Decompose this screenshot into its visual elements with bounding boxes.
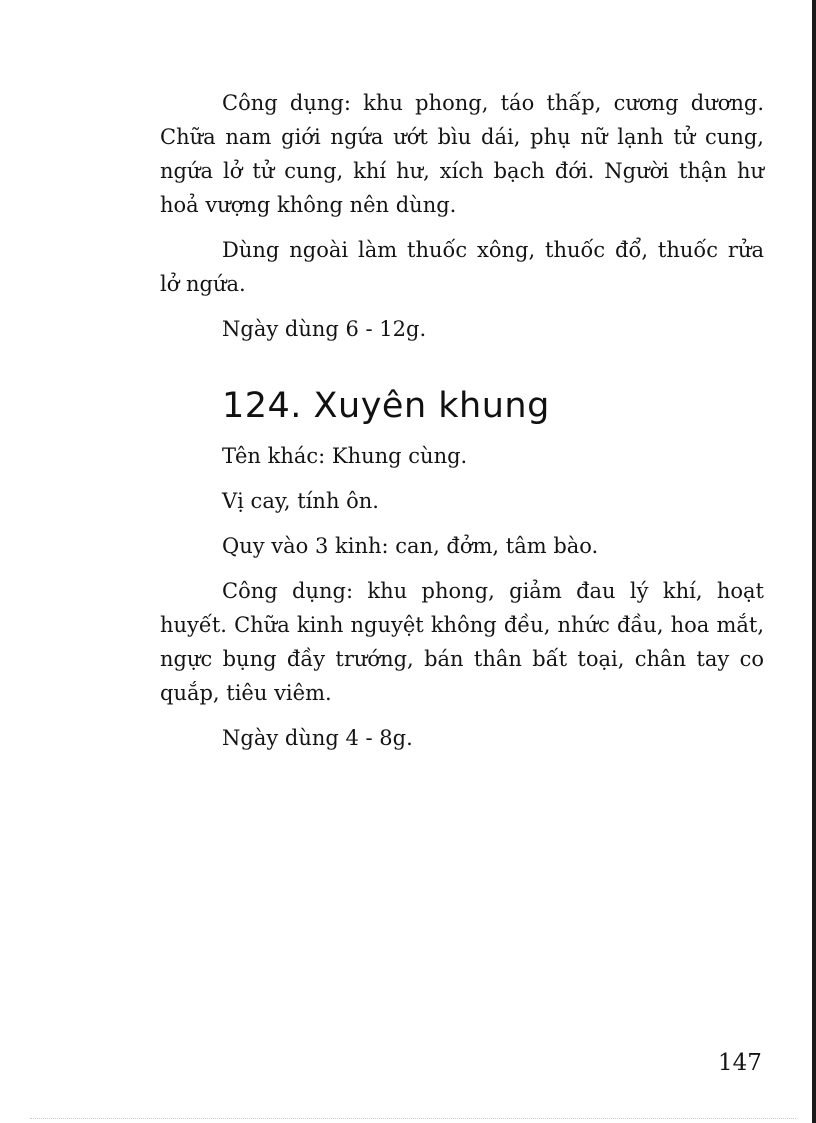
paragraph-meridians: Quy vào 3 kinh: can, đởm, tâm bào. bbox=[222, 534, 599, 558]
bottom-dotted-rule bbox=[30, 1118, 796, 1119]
paragraph-other-name: Tên khác: Khung cùng. bbox=[222, 444, 468, 468]
paragraph-uses-previous: Công dụng: khu phong, táo thấp, cương dương. Chữa nam giới ngứa ướt bìu dái, phụ nữ lạnh tử cung, ngứa lở tử cung, khí hư, xích bạch đới. Người thận hư hoả vượng không nên dùng. bbox=[160, 91, 764, 217]
page-number: 147 bbox=[718, 1050, 762, 1076]
paragraph-dosage-previous: Ngày dùng 6 - 12g. bbox=[222, 317, 427, 341]
paragraph-external-use: Dùng ngoài làm thuốc xông, thuốc đổ, thuốc rửa lở ngứa. bbox=[160, 238, 764, 296]
page-edge-border bbox=[812, 0, 816, 1123]
paragraph-dosage: Ngày dùng 4 - 8g. bbox=[222, 726, 413, 750]
paragraph-uses: Công dụng: khu phong, giảm đau lý khí, hoạt huyết. Chữa kinh nguyệt không đều, nhức đầu, hoa mắt, ngực bụng đầy trướng, bán thân bất toại, chân tay co quắp, tiêu viêm. bbox=[160, 579, 764, 705]
section-heading: 124. Xuyên khung bbox=[222, 386, 550, 426]
paragraph-taste: Vị cay, tính ôn. bbox=[222, 489, 379, 513]
page-content bbox=[160, 86, 764, 755]
